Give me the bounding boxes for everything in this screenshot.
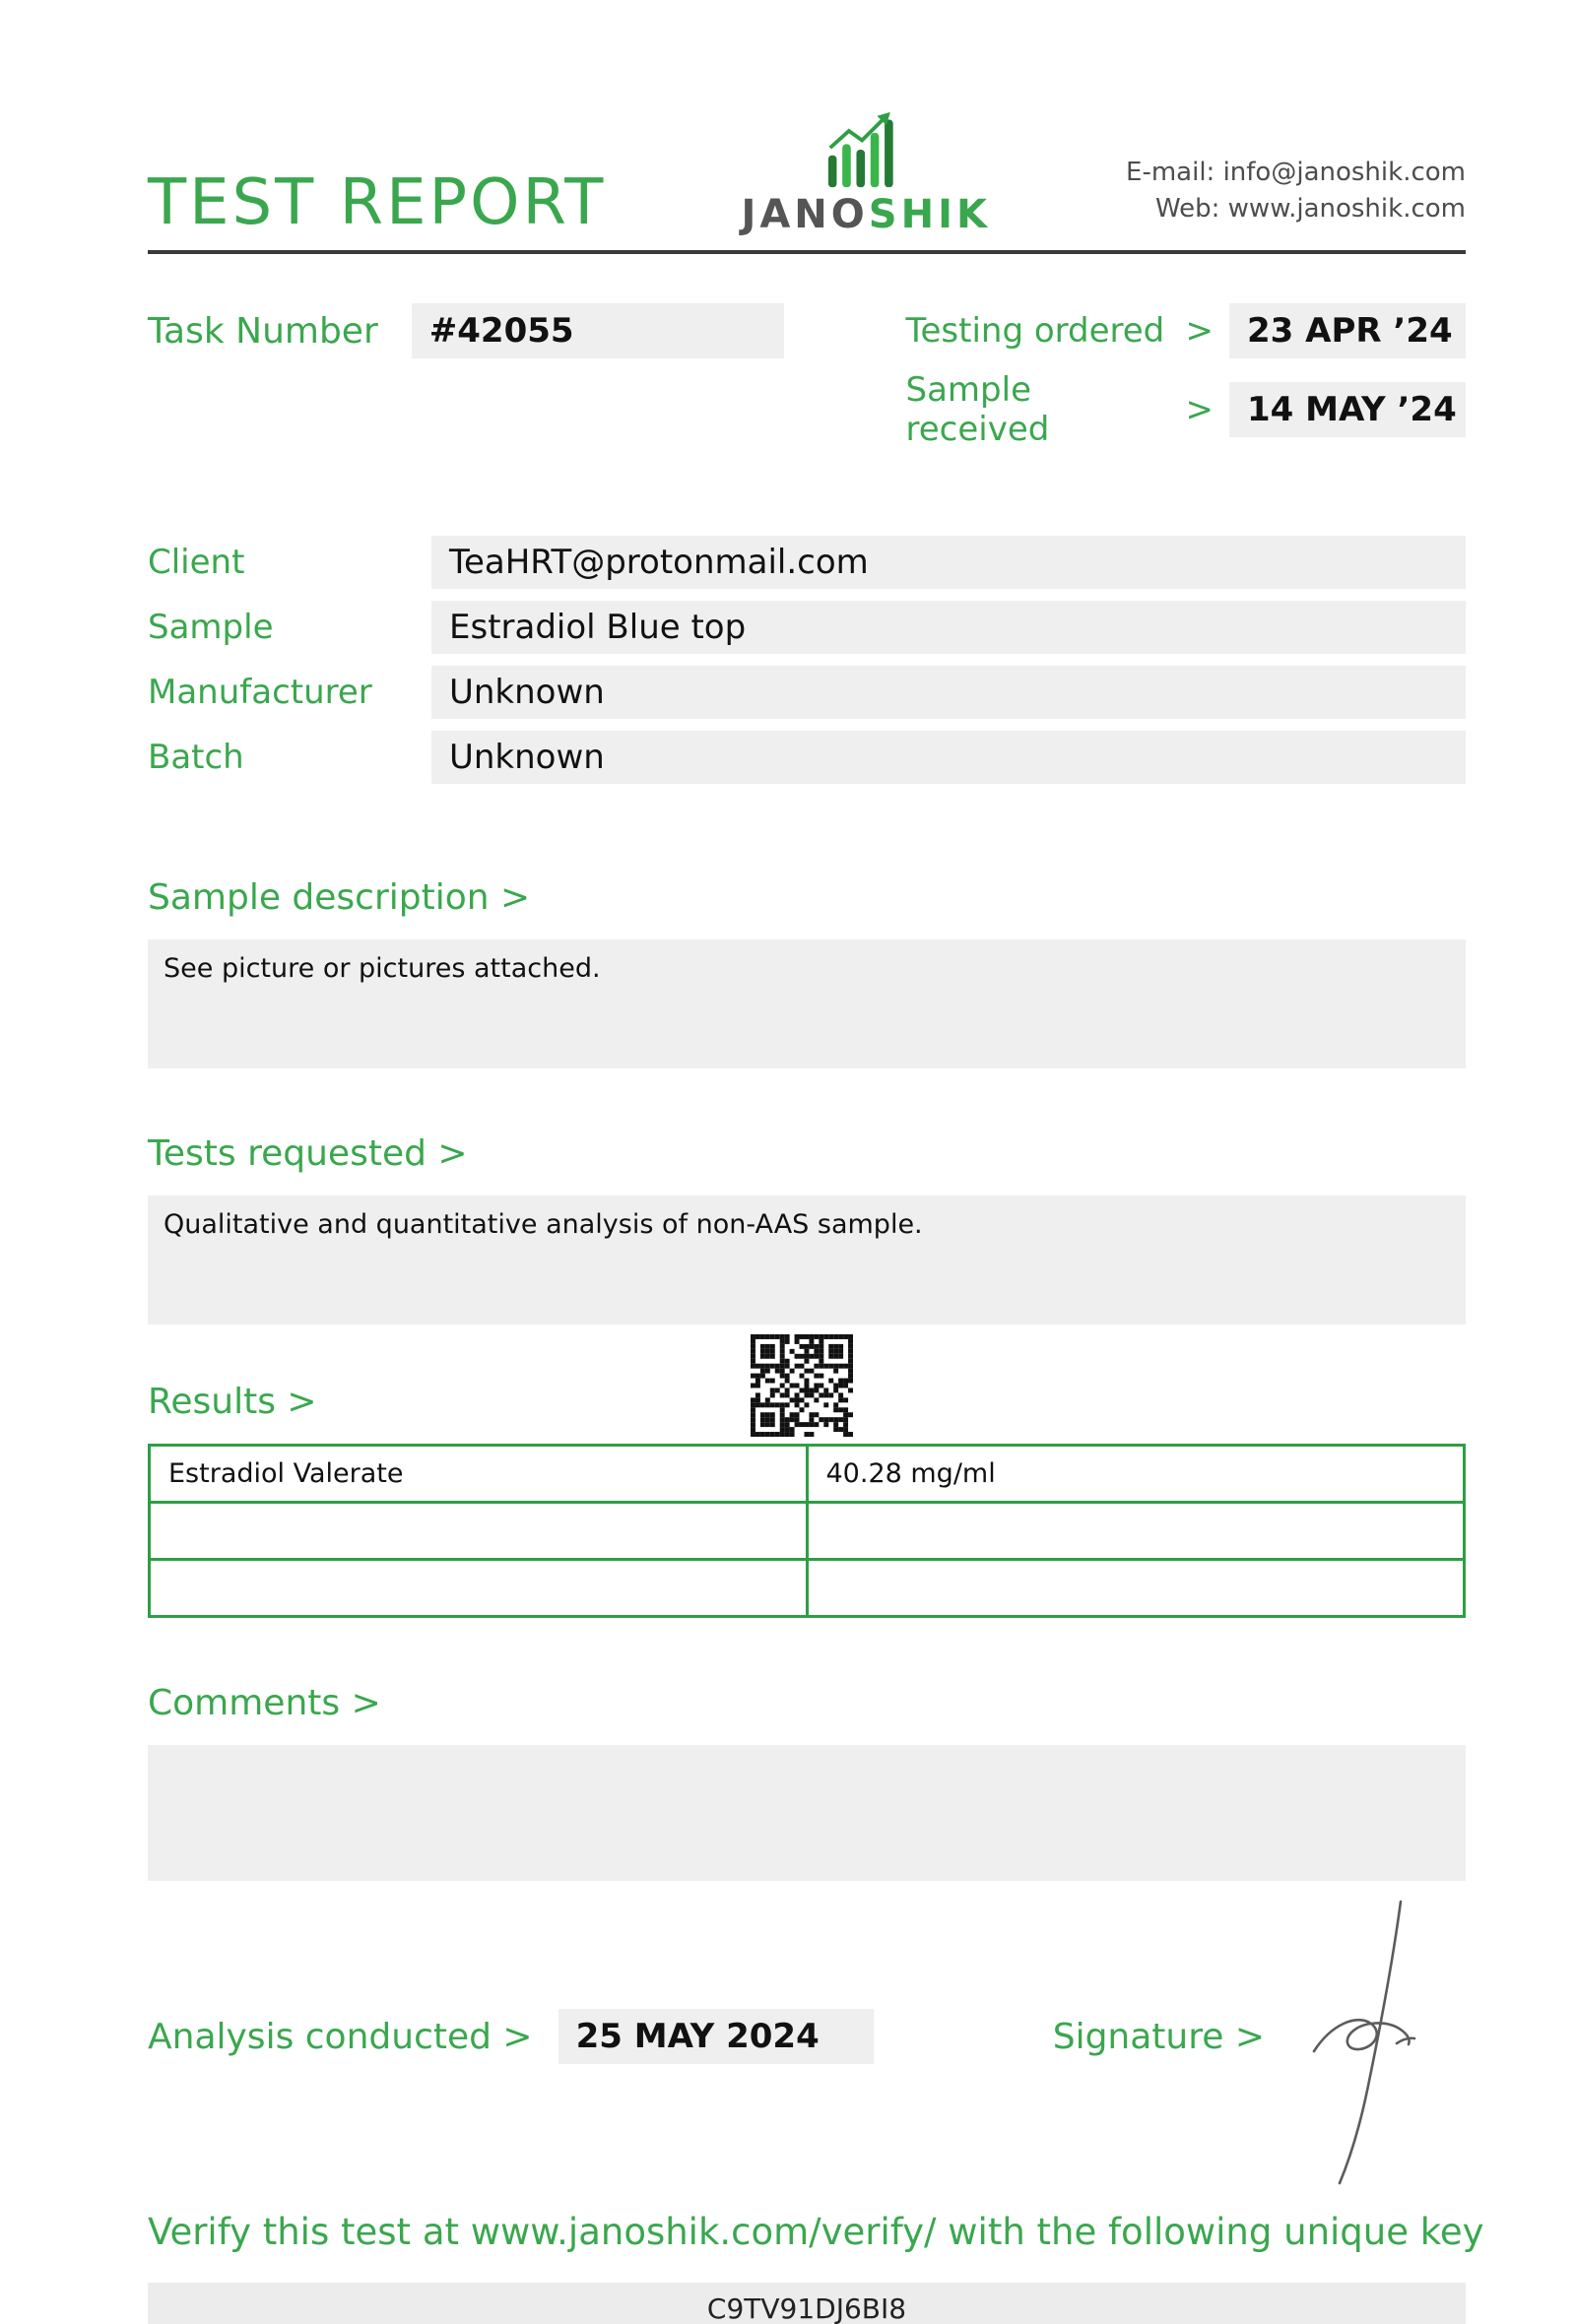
janoshik-logo (741, 110, 991, 237)
task-number-label: Task Number (148, 310, 378, 352)
comments-label: Comments > (148, 1683, 381, 1723)
batch-value: Unknown (431, 731, 1466, 784)
sample-value: Estradiol Blue top (431, 601, 1466, 654)
analysis-conducted-value: 25 MAY 2024 (558, 2009, 874, 2064)
results-section (148, 1382, 1466, 1618)
header (148, 0, 1466, 239)
sample-label: Sample (148, 608, 274, 647)
sample-description-label: Sample description > (148, 877, 531, 918)
logo-text (741, 192, 991, 237)
header-divider (148, 250, 1466, 254)
page-title: TEST REPORT (148, 166, 607, 239)
info-row-batch (148, 731, 1466, 784)
result-substance (150, 1560, 808, 1617)
logo-text-shik: SHIK (868, 192, 991, 237)
email-line (1126, 155, 1466, 192)
batch-label: Batch (148, 738, 244, 777)
email-label: E-mail: (1126, 157, 1215, 187)
signature-label: Signature > (1052, 2016, 1265, 2057)
task-number-value: #42055 (412, 303, 784, 358)
result-value (807, 1503, 1465, 1560)
results-table (148, 1444, 1466, 1618)
comments-section (148, 1683, 1466, 1881)
sample-info-block (148, 536, 1466, 784)
bar-chart-logo-icon (822, 110, 909, 191)
sample-received-value: 14 MAY ’24 (1229, 382, 1466, 437)
analysis-conducted-label: Analysis conducted > (148, 2016, 533, 2057)
result-substance: Estradiol Valerate (150, 1446, 808, 1503)
manufacturer-label: Manufacturer (148, 673, 372, 712)
result-substance (150, 1503, 808, 1560)
result-value: 40.28 mg/ml (807, 1446, 1465, 1503)
testing-ordered-label: Testing ordered (905, 311, 1165, 351)
result-value (807, 1560, 1465, 1617)
testing-ordered-arrow: > (1185, 311, 1214, 351)
testing-ordered-value: 23 APR ’24 (1229, 303, 1466, 358)
verify-key: C9TV91DJ6BI8 (706, 2292, 907, 2324)
qr-code (751, 1334, 853, 1437)
sample-received-row (906, 370, 1467, 449)
tests-requested-label: Tests requested > (148, 1133, 468, 1174)
result-row (150, 1503, 1465, 1560)
sample-description-box: See picture or pictures attached. (148, 939, 1466, 1068)
tests-requested-section (148, 1133, 1466, 1324)
results-label: Results > (148, 1382, 317, 1422)
client-value: TeaHRT@protonmail.com (431, 536, 1466, 589)
testing-ordered-row (906, 303, 1467, 358)
manufacturer-value: Unknown (431, 666, 1466, 719)
info-row-client (148, 536, 1466, 589)
comments-box (148, 1745, 1466, 1881)
dates-group (906, 303, 1467, 449)
web-label: Web: (1154, 194, 1220, 225)
sample-received-arrow: > (1185, 390, 1214, 429)
logo-text-jano: JANO (741, 192, 869, 237)
info-row-manufacturer (148, 666, 1466, 719)
info-row-sample (148, 601, 1466, 654)
email-value: info@janoshik.com (1222, 157, 1466, 187)
task-number-group (148, 303, 784, 358)
verify-instruction: Verify this test at www.janoshik.com/verify/ with the following unique key (148, 2211, 1484, 2253)
sample-received-label: Sample received (905, 370, 1050, 449)
sample-description-section (148, 877, 1466, 1068)
result-row (150, 1560, 1465, 1617)
web-line (1126, 191, 1466, 228)
signature-image (1298, 1896, 1436, 2191)
tests-requested-box: Qualitative and quantitative analysis of non-AAS sample. (148, 1195, 1466, 1324)
contact-info (1126, 155, 1466, 234)
result-row (150, 1446, 1465, 1503)
client-label: Client (148, 543, 245, 582)
web-value: www.janoshik.com (1227, 194, 1466, 225)
footer-row (148, 2009, 1466, 2064)
verify-key-box (148, 2283, 1466, 2324)
task-row (148, 303, 1466, 449)
